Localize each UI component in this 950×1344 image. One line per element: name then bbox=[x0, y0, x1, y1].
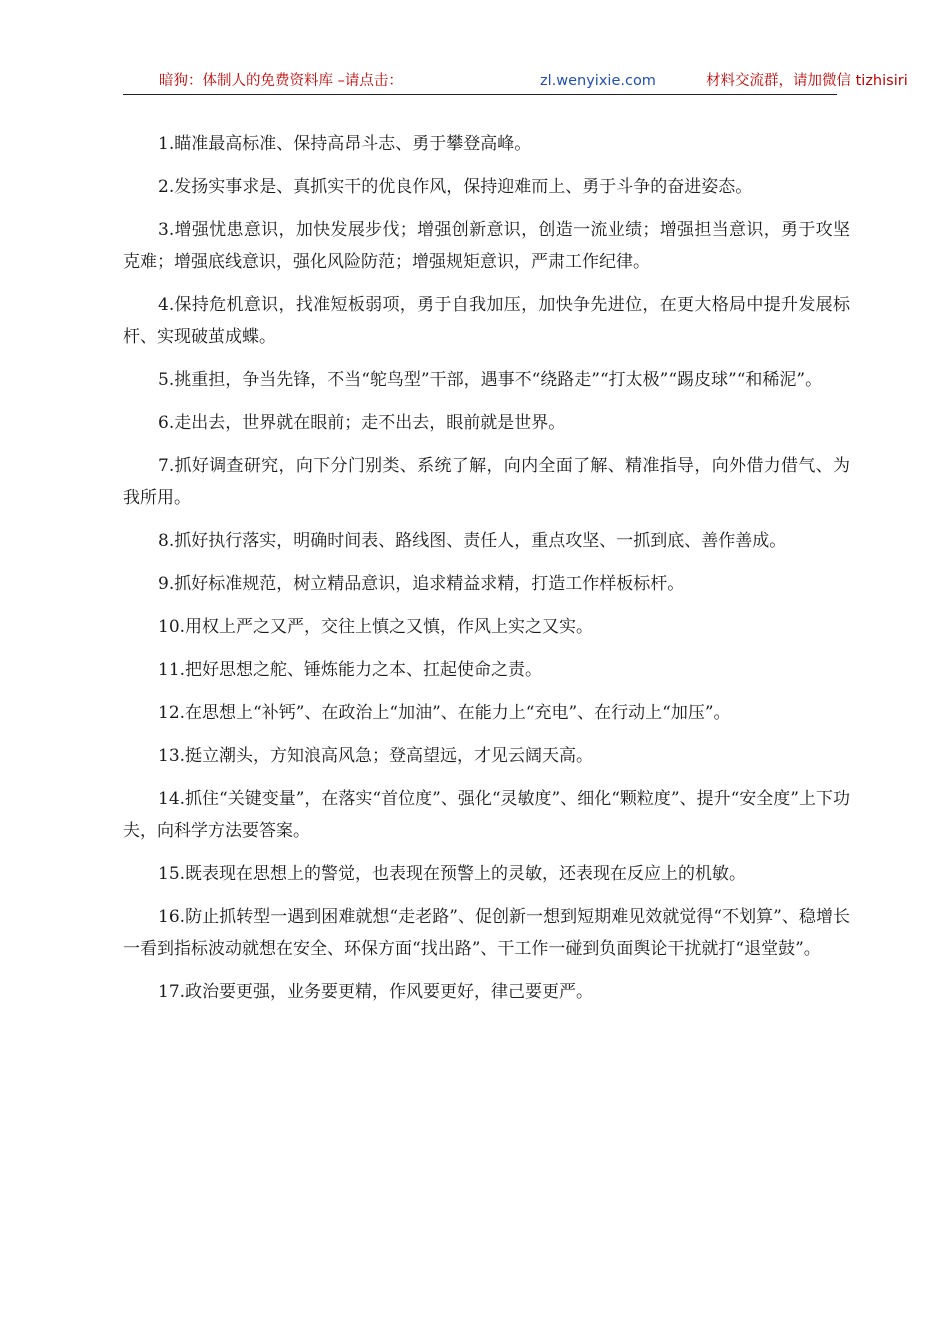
header-brand-text: 暗狗：体制人的免费资料库 –请点击： bbox=[159, 73, 403, 89]
paragraph-15: 15.既表现在思想上的警觉，也表现在预警上的灵敏，还表现在反应上的机敏。 bbox=[158, 864, 747, 884]
paragraph-10: 10.用权上严之又严，交往上慎之又慎，作风上实之又实。 bbox=[158, 617, 594, 637]
paragraph-7: 7.抓好调查研究，向下分门别类、系统了解，向内全面了解、精准指导，向外借力借气、为我所用。 bbox=[123, 456, 850, 508]
paragraph-14: 14.抓住“关键变量”，在落实“首位度”、强化“灵敏度”、细化“颗粒度”、提升“安全度”上下功夫，向科学方法要答案。 bbox=[123, 789, 850, 841]
paragraph-8: 8.抓好执行落实，明确时间表、路线图、责任人，重点攻坚、一抓到底、善作善成。 bbox=[158, 531, 787, 551]
paragraph-4: 4.保持危机意识，找准短板弱项，勇于自我加压，加快争先进位，在更大格局中提升发展标杆、实现破茧成蝶。 bbox=[123, 295, 850, 347]
page-header bbox=[123, 70, 908, 95]
paragraph-9: 9.抓好标准规范，树立精品意识，追求精益求精，打造工作样板标杆。 bbox=[158, 574, 685, 594]
paragraph-3: 3.增强忧患意识，加快发展步伐；增强创新意识，创造一流业绩；增强担当意识，勇于攻坚克难；增强底线意识，强化风险防范；增强规矩意识，严肃工作纪律。 bbox=[123, 220, 850, 272]
document-body bbox=[123, 128, 850, 1019]
paragraph-17: 17.政治要更强，业务要更精，作风要更好，律己要更严。 bbox=[158, 982, 594, 1002]
paragraph-2: 2.发扬实事求是、真抓实干的优良作风，保持迎难而上、勇于斗争的奋进姿态。 bbox=[158, 177, 753, 197]
header-wechat-group-text: 材料交流群，请加微信 tizhisiri bbox=[706, 73, 908, 89]
paragraph-16: 16.防止抓转型一遇到困难就想“走老路”、促创新一想到短期难见效就觉得“不划算”、稳增长一看到指标波动就想在安全、环保方面“找出路”、干工作一碰到负面舆论干扰就打“退堂鼓”。 bbox=[123, 907, 850, 959]
paragraph-13: 13.挺立潮头，方知浪高风急；登高望远，才见云阔天高。 bbox=[158, 746, 594, 766]
paragraph-6: 6.走出去，世界就在眼前；走不出去，眼前就是世界。 bbox=[158, 413, 566, 433]
header-website-link[interactable]: zl.wenyixie.com bbox=[540, 73, 656, 89]
paragraph-1: 1.瞄准最高标准、保持高昂斗志、勇于攀登高峰。 bbox=[158, 134, 532, 154]
paragraph-11: 11.把好思想之舵、锤炼能力之本、扛起使命之责。 bbox=[158, 660, 543, 680]
paragraph-5: 5.挑重担，争当先锋，不当“鸵鸟型”干部，遇事不“绕路走”“打太极”“踢皮球”“和稀泥”。 bbox=[158, 370, 823, 390]
paragraph-12: 12.在思想上“补钙”、在政治上“加油”、在能力上“充电”、在行动上“加压”。 bbox=[158, 703, 731, 723]
